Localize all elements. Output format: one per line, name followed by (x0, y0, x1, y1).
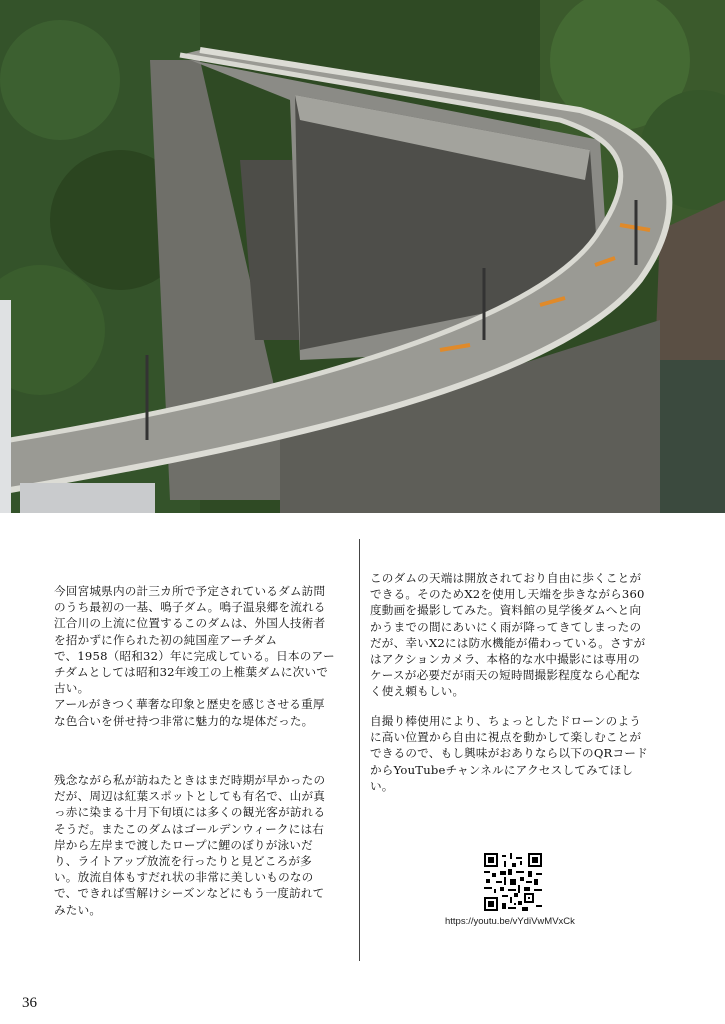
left-paragraph-1: 今回宮城県内の計三カ所で予定されているダム訪問 のうち最初の一基、鳴子ダム。鳴子温泉郷を流れる 江合川の上流に位置するこのダムは、外国人技術者 を招かずに作られた初の純国産アーチダム で、1958（昭和32）年に完成している。日本のアー チダムとしては昭和32年竣工の上椎葉ダムに次いで 古い。 アールがきつく華奢な印象と歴史を感じさせる重厚 な色合いを併せ持つ非常に魅力的な堤体だった。 (54, 584, 335, 728)
right-column (370, 570, 670, 700)
page-number: 36 (22, 995, 37, 1011)
qr-url-link[interactable]: https://youtu.be/vYdiVwMVxCk (445, 916, 575, 927)
right-paragraph-1: このダムの天端は開放されており自由に歩くことが できる。そのためX2を使用し天端を歩きながら360 度動画を撮影してみた。資料館の見学後ダムへと向 かうまでの間にあいにく雨が降ってきてしまったの だが、幸いX2には防水機能が備わっている。さすが はアクションカメラ、本格的な水中撮影には専用の ケースが必要だが雨天の短時間撮影程度なら心配な く使え頼もしい。 (370, 571, 646, 699)
left-column-second (54, 772, 346, 918)
qr-code-icon[interactable] (484, 853, 542, 911)
left-column (54, 583, 346, 729)
right-column-second (370, 713, 670, 794)
column-divider (359, 539, 360, 961)
left-paragraph-2: 残念ながら私が訪ねたときはまだ時期が早かったの だが、周辺は紅葉スポットとしても有名で、山が真 っ赤に染まる十月下旬頃には多くの観光客が訪れる そうだ。またこのダムはゴールデンウィークには右 岸から左岸まで渡したロープに鯉のぼりが泳いだ り、ライトアップ放流を行ったりと見どころが多 い。放流自体もすだれ状の非常に美しいものなの で、できれば雪解けシーズンなどにもう一度訪れて みたい。 (54, 773, 326, 917)
right-paragraph-2: 自撮り棒使用により、ちょっとしたドローンのよう に高い位置から自由に視点を動かして楽しむことが できるので、もし興味がおありなら以下のQRコード からYouTubeチャンネルにアクセスしてみてほし い。 (370, 714, 648, 793)
